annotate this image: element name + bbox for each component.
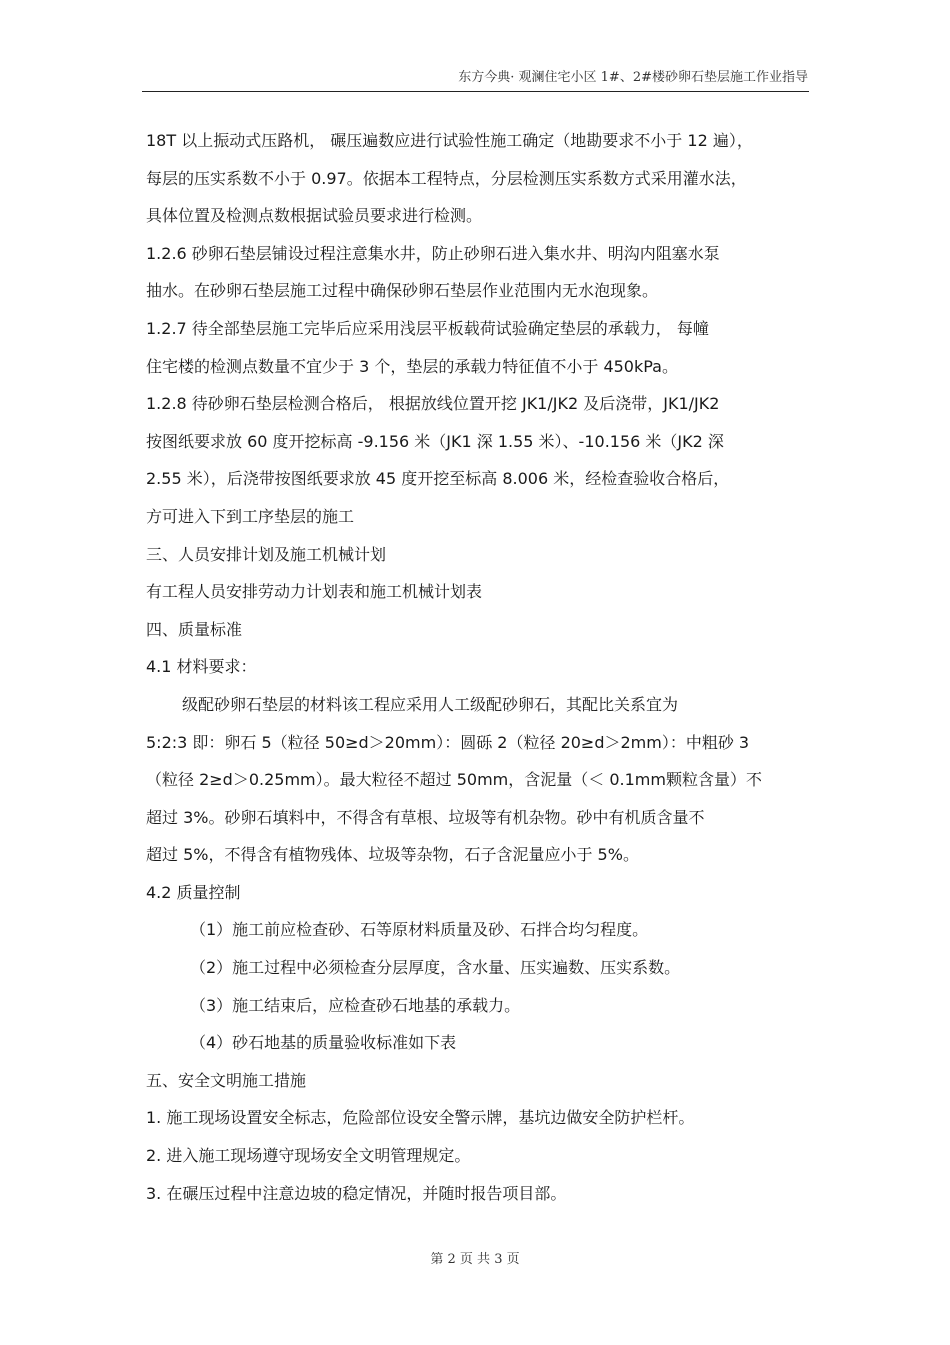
list-item: 1. 施工现场设置安全标志，危险部位设安全警示牌，基坑边做安全防护栏杆。	[146, 1108, 695, 1128]
page-number: 第 2 页 共 3 页	[430, 1252, 520, 1267]
text-line: 有工程人员安排劳动力计划表和施工机械计划表	[146, 582, 483, 602]
header-divider	[142, 91, 809, 92]
text-line: 抽水。在砂卵石垫层施工过程中确保砂卵石垫层作业范围内无水泡现象。	[146, 281, 659, 301]
heading-section-5: 五、安全文明施工措施	[146, 1070, 307, 1090]
text-line: 超过 5%，不得含有植物残体、垃圾等杂物，石子含泥量应小于 5%。	[146, 845, 639, 865]
text-line: 级配砂卵石垫层的材料该工程应采用人工级配砂卵石，其配比关系宜为	[182, 694, 679, 714]
heading-4-1: 4.1 材料要求：	[146, 657, 257, 677]
heading-section-4: 四、质量标准	[146, 619, 243, 639]
text-line: 方可进入下到工序垫层的施工	[146, 506, 355, 526]
text-line: 2.55 米），后浇带按图纸要求放 45 度开挖至标高 8.006 米，经检查验收合格后，	[146, 469, 730, 489]
list-item: （4）砂石地基的质量验收标准如下表	[190, 1033, 457, 1053]
text-line: （粒径 2≥d＞0.25mm）。最大粒径不超过 50mm，含泥量（＜ 0.1mm颗粒含量）不	[146, 770, 762, 790]
text-line: 具体位置及检测点数根据试验员要求进行检测。	[146, 206, 483, 226]
text-line: 18T 以上振动式压路机， 碾压遍数应进行试验性施工确定（地勘要求不小于 12 遍），	[146, 131, 753, 150]
text-line: 超过 3%。砂卵石填料中，不得含有草根、垃圾等有机杂物。砂中有机质含量不	[146, 807, 705, 827]
list-item: （2）施工过程中必须检查分层厚度，含水量、压实遍数、压实系数。	[190, 958, 681, 978]
text-line: 5:2:3 即：卵石 5（粒径 50≥d＞20mm）：圆砾 2（粒径 20≥d＞2mm）：中粗砂 3	[146, 732, 750, 752]
list-item: （3）施工结束后，应检查砂石地基的承载力。	[190, 995, 521, 1015]
heading-section-3: 三、人员安排计划及施工机械计划	[146, 544, 387, 564]
section-1-2-6: 1.2.6 砂卵石垫层铺设过程注意集水井，防止砂卵石进入集水井、明沟内阻塞水泵	[146, 243, 720, 263]
text-line: 按图纸要求放 60 度开挖标高 -9.156 米（JK1 深 1.55 米）、-10.156 米（JK2 深	[146, 431, 724, 451]
section-1-2-8: 1.2.8 待砂卵石垫层检测合格后， 根据放线位置开挖 JK1/JK2 及后浇带，JK1/JK2	[146, 394, 720, 414]
text-line: 住宅楼的检测点数量不宜少于 3 个，垫层的承载力特征值不小于 450kPa。	[146, 356, 678, 376]
page-header: 东方今典· 观澜住宅小区 1#、2#楼砂卵石垫层施工作业指导	[458, 70, 808, 85]
document-body	[146, 122, 811, 1212]
heading-4-2: 4.2 质量控制	[146, 882, 241, 902]
text-line: 每层的压实系数不小于 0.97。依据本工程特点，分层检测压实系数方式采用灌水法，	[146, 168, 747, 188]
section-1-2-7: 1.2.7 待全部垫层施工完毕后应采用浅层平板载荷试验确定垫层的承载力， 每幢	[146, 318, 709, 338]
list-item: 2. 进入施工现场遵守现场安全文明管理规定。	[146, 1146, 471, 1166]
list-item: （1）施工前应检查砂、石等原材料质量及砂、石拌合均匀程度。	[190, 920, 649, 940]
list-item: 3. 在碾压过程中注意边坡的稳定情况，并随时报告项目部。	[146, 1183, 567, 1203]
